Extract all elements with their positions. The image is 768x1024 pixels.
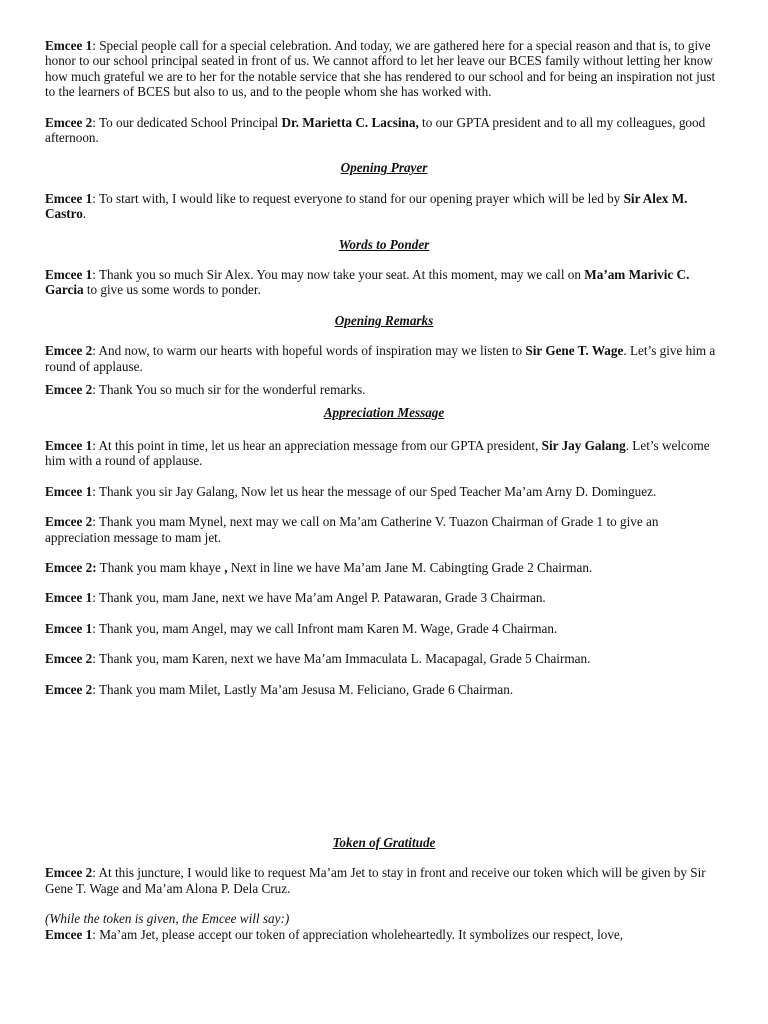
paragraph-token-speech <box>45 927 723 942</box>
paragraph-text: : Thank You so much sir for the wonderful remarks. <box>92 382 366 398</box>
paragraph-text: Thank you mam khaye <box>96 559 225 575</box>
paragraph-opening-prayer <box>45 191 723 222</box>
speaker-label: Emcee 1 <box>45 620 93 636</box>
speaker-label: Emcee 1 <box>45 190 93 206</box>
paragraph-text: : Thank you sir Jay Galang, Now let us hear the message of our Sped Teacher Ma’am Arny D. Dominguez. <box>92 483 657 499</box>
stage-direction: (While the token is given, the Emcee will say:) <box>45 911 290 927</box>
speaker-label: Emcee 2 <box>45 514 93 530</box>
paragraph-text: : Thank you, mam Angel, may we call Infront mam Karen M. Wage, Grade 4 Chairman. <box>92 620 558 636</box>
paragraph-text: . Let’s welcome him with a round of applause. <box>45 437 710 469</box>
speaker-label: Emcee 2 <box>45 865 93 881</box>
person-name: Sir Gene T. Wage <box>525 343 624 359</box>
speaker-label: Emcee 2 <box>45 651 93 667</box>
bold-comma: , <box>224 559 228 575</box>
person-name: Sir Jay Galang <box>541 437 626 453</box>
paragraph-text: : Special people call for a special celebration. And today, we are gathered here for a special reason and that is, to give honor to our school principal seated in front of us. We cannot afford to let her leave our BCES family without letting her know how much grateful we are to her for the notable service that she has rendered to our school and for being an inspiration not just to the learners of BCES but also to us, and to the people whom she has worked with. <box>45 38 716 100</box>
paragraph-grade1 <box>45 514 723 545</box>
paragraph-text: to give us some words to ponder. <box>83 282 261 298</box>
paragraph-text: : And now, to warm our hearts with hopeful words of inspiration may we listen to <box>92 343 526 359</box>
blank-space <box>45 697 723 835</box>
paragraph-text: : Thank you mam Milet, Lastly Ma’am Jesusa M. Feliciano, Grade 6 Chairman. <box>92 681 514 697</box>
paragraph-text: : Thank you, mam Karen, next we have Ma’am Immaculata L. Macapagal, Grade 5 Chairman. <box>92 651 591 667</box>
paragraph-greeting <box>45 115 723 146</box>
paragraph-text: Next in line we have Ma’am Jane M. Cabingting Grade 2 Chairman. <box>227 559 593 575</box>
speaker-label: Emcee 1 <box>45 926 93 942</box>
heading-opening-remarks: Opening Remarks <box>334 312 434 328</box>
speaker-label: Emcee 1 <box>45 590 93 606</box>
paragraph-grade5 <box>45 651 723 666</box>
paragraph-text: : To start with, I would like to request everyone to stand for our opening prayer which will be led by <box>92 190 624 206</box>
paragraph-text: : At this juncture, I would like to request Ma’am Jet to stay in front and receive our token which will be given by Sir Gene T. Wage and Ma’am Alona P. Dela Cruz. <box>45 865 706 896</box>
heading-opening-prayer: Opening Prayer <box>340 160 428 176</box>
paragraph-token <box>45 865 723 896</box>
document-page <box>45 38 723 942</box>
paragraph-grade6 <box>45 682 723 697</box>
heading-words-to-ponder: Words to Ponder <box>338 236 430 252</box>
paragraph-text: : Thank you mam Mynel, next may we call on Ma’am Catherine V. Tuazon Chairman of Grade 1 to give an appreciation message to mam jet. <box>45 514 659 545</box>
paragraph-opening-remarks <box>45 343 723 374</box>
paragraph-thanks-remarks <box>45 382 723 397</box>
heading-token-of-gratitude: Token of Gratitude <box>332 834 436 850</box>
paragraph-grade2 <box>45 560 723 575</box>
paragraph-text: : To our dedicated School Principal <box>92 114 282 130</box>
paragraph-text: to our GPTA president and to all my colleagues, good afternoon. <box>45 114 706 146</box>
speaker-label: Emcee 2 <box>45 343 93 359</box>
paragraph-text: : At this point in time, let us hear an appreciation message from our GPTA president, <box>92 437 542 453</box>
person-name: Ma’am Marivic C. Garcia <box>45 267 690 298</box>
speaker-label: Emcee 1 <box>45 437 93 453</box>
paragraph-text: . Let’s give him a round of applause. <box>45 343 716 374</box>
paragraph-grade4 <box>45 621 723 636</box>
paragraph-text: : Thank you, mam Jane, next we have Ma’am Angel P. Patawaran, Grade 3 Chairman. <box>92 590 546 606</box>
heading-appreciation-message: Appreciation Message <box>323 404 445 420</box>
speaker-label: Emcee 2 <box>45 382 93 398</box>
paragraph-text: . <box>82 206 87 222</box>
speaker-label: Emcee 2: <box>45 559 97 575</box>
speaker-label: Emcee 1 <box>45 267 93 283</box>
person-name: Sir Alex M. Castro <box>45 190 688 222</box>
paragraph-sped-teacher <box>45 484 723 499</box>
paragraph-gpta-president <box>45 438 723 469</box>
speaker-label: Emcee 1 <box>45 38 93 53</box>
paragraph-intro <box>45 38 723 100</box>
paragraph-grade3 <box>45 590 723 605</box>
paragraph-words-to-ponder <box>45 267 723 298</box>
speaker-label: Emcee 1 <box>45 483 93 499</box>
principal-name: Dr. Marietta C. Lacsina, <box>281 114 419 130</box>
speaker-label: Emcee 2 <box>45 114 93 130</box>
paragraph-text: : Ma’am Jet, please accept our token of appreciation wholeheartedly. It symbolizes our respect, love, <box>92 926 624 942</box>
speaker-label: Emcee 2 <box>45 681 93 697</box>
paragraph-text: : Thank you so much Sir Alex. You may now take your seat. At this moment, may we call on <box>92 267 585 283</box>
